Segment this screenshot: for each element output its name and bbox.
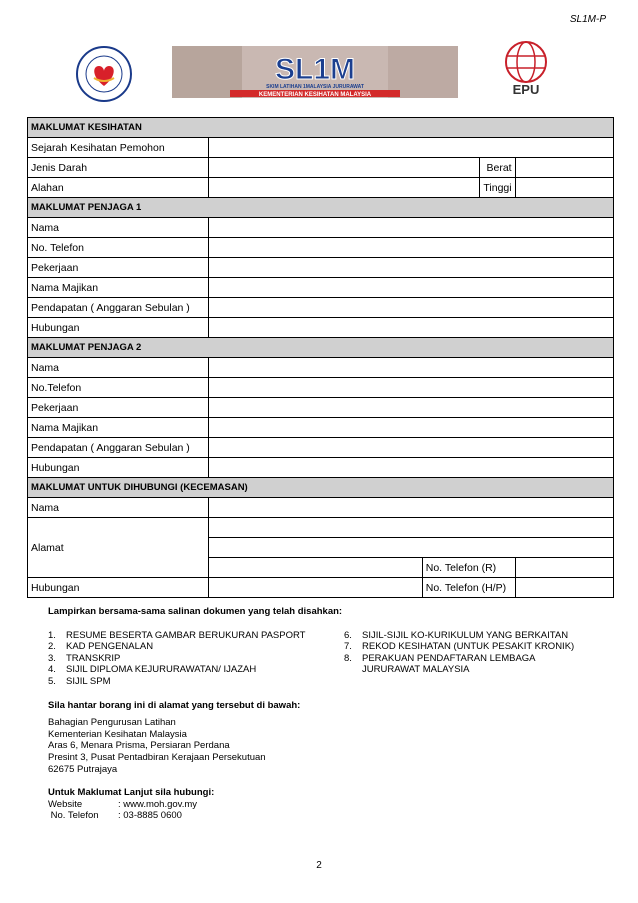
list-item xyxy=(48,630,344,642)
list-item-number: 5. xyxy=(48,675,56,687)
list-item-number: 4. xyxy=(48,664,56,676)
guardian1-phone-label: No. Telefon xyxy=(28,238,209,258)
website-label: Website xyxy=(48,798,83,810)
guardian2-relation-label: Hubungan xyxy=(28,458,209,478)
guardian1-relation-label: Hubungan xyxy=(28,318,209,338)
phone-row xyxy=(48,810,608,822)
contact-title: Untuk Maklumat Lanjut sila hubungi: xyxy=(48,787,215,799)
list-item-number xyxy=(344,664,362,676)
height-field[interactable] xyxy=(515,178,613,198)
guardian1-job-field[interactable] xyxy=(209,258,614,278)
guardian2-job-field[interactable] xyxy=(209,398,614,418)
guardian2-employer-field[interactable] xyxy=(209,418,614,438)
list-item-text: REKOD KESIHATAN (UNTUK PESAKIT KRONIK) xyxy=(362,641,575,653)
guardian1-phone-field[interactable] xyxy=(209,238,614,258)
list-item-text: KAD PENGENALAN xyxy=(66,641,154,653)
website-link[interactable]: : www.moh.gov.my xyxy=(118,798,198,810)
emergency-name-label: Nama xyxy=(28,498,209,518)
list-item-text: SIJIL-SIJIL KO-KURIKULUM YANG BERKAITAN xyxy=(362,629,569,641)
guardian2-employer-label: Nama Majikan xyxy=(28,418,209,438)
emergency-relation-field[interactable] xyxy=(209,578,423,598)
banner-subtitle-1: SKIM LATIHAN 1MALAYSIA JURURAWAT xyxy=(266,84,364,90)
list-item xyxy=(344,641,574,653)
list-item-number: 3. xyxy=(48,652,56,664)
emergency-phone-hp-field[interactable] xyxy=(515,578,613,598)
list-item-number: 7. xyxy=(344,641,352,653)
guardian1-employer-field[interactable] xyxy=(209,278,614,298)
weight-field[interactable] xyxy=(515,158,613,178)
list-item xyxy=(48,653,344,665)
guardian1-income-label: Pendapatan ( Anggaran Sebulan ) xyxy=(28,298,209,318)
list-item-text: TRANSKRIP xyxy=(66,652,121,664)
address-line: Aras 6, Menara Prisma, Persiaran Perdana xyxy=(48,740,230,752)
guardian2-phone-field[interactable] xyxy=(209,378,614,398)
guardian2-phone-label: No.Telefon xyxy=(28,378,209,398)
emergency-address-line-1[interactable] xyxy=(209,518,614,538)
list-item-number: 8. xyxy=(344,652,352,664)
list-item-number: 2. xyxy=(48,641,56,653)
guardian2-name-label: Nama xyxy=(28,358,209,378)
guardian2-income-label: Pendapatan ( Anggaran Sebulan ) xyxy=(28,438,209,458)
list-item xyxy=(48,641,344,653)
health-section-header: MAKLUMAT KESIHATAN xyxy=(28,118,614,138)
send-title: Sila hantar borang ini di alamat yang tersebut di bawah: xyxy=(48,699,301,711)
attachment-title: Lampirkan bersama-sama salinan dokumen yang telah disahkan: xyxy=(48,606,343,617)
list-item-number: 1. xyxy=(48,629,56,641)
list-item xyxy=(344,653,574,665)
weight-label: Berat xyxy=(480,158,515,178)
kami-sedia-membantu-logo xyxy=(68,44,140,104)
banner-title: SL1M xyxy=(274,53,356,86)
emergency-name-field[interactable] xyxy=(209,498,614,518)
list-item xyxy=(48,664,344,676)
phone-label: No. Telefon xyxy=(48,810,99,822)
document-list-right xyxy=(344,630,574,688)
guardian1-relation-field[interactable] xyxy=(209,318,614,338)
list-item-text: RESUME BESERTA GAMBAR BERUKURAN PASPORT xyxy=(66,629,306,641)
guardian2-income-field[interactable] xyxy=(209,438,614,458)
form-code: SL1M-P xyxy=(569,14,606,25)
emergency-phone-r-field[interactable] xyxy=(515,558,613,578)
instructions xyxy=(48,606,608,822)
guardian1-name-field[interactable] xyxy=(209,218,614,238)
list-item-number: 6. xyxy=(344,629,352,641)
guardian1-section-header: MAKLUMAT PENJAGA 1 xyxy=(28,198,614,218)
guardian2-job-label: Pekerjaan xyxy=(28,398,209,418)
emergency-phone-hp-label: No. Telefon (H/P) xyxy=(422,578,515,598)
address-line: Bahagian Pengurusan Latihan xyxy=(48,717,176,729)
guardian2-name-field[interactable] xyxy=(209,358,614,378)
website-row xyxy=(48,799,608,811)
height-label: Tinggi xyxy=(480,178,515,198)
health-history-field[interactable] xyxy=(209,138,614,158)
banner-subtitle-2: KEMENTERIAN KESIHATAN MALAYSIA xyxy=(258,92,372,98)
emergency-section-header: MAKLUMAT UNTUK DIHUBUNGI (KECEMASAN) xyxy=(28,478,614,498)
guardian1-income-field[interactable] xyxy=(209,298,614,318)
document-list-left xyxy=(48,630,344,688)
list-item-text: SIJIL SPM xyxy=(66,675,111,687)
page-number: 2 xyxy=(316,860,322,871)
list-item-text: JURURAWAT MALAYSIA xyxy=(362,664,470,676)
guardian1-employer-label: Nama Majikan xyxy=(28,278,209,298)
sl1m-banner xyxy=(172,46,458,98)
list-item-text: PERAKUAN PENDAFTARAN LEMBAGA xyxy=(362,652,536,664)
emergency-address-line-3[interactable] xyxy=(209,558,423,578)
allergy-label: Alahan xyxy=(28,178,209,198)
guardian2-relation-field[interactable] xyxy=(209,458,614,478)
document-list xyxy=(48,630,608,688)
address-line: 62675 Putrajaya xyxy=(48,763,118,775)
emergency-address-line-2[interactable] xyxy=(209,538,614,558)
application-form-table xyxy=(27,117,614,598)
guardian2-section-header: MAKLUMAT PENJAGA 2 xyxy=(28,338,614,358)
list-item xyxy=(344,664,574,676)
allergy-field[interactable] xyxy=(209,178,480,198)
epu-logo xyxy=(494,38,558,104)
phone-value: : 03-8885 0600 xyxy=(118,810,182,822)
address-line: Kementerian Kesihatan Malaysia xyxy=(48,728,187,740)
list-item-text: SIJIL DIPLOMA KEJURURAWATAN/ IJAZAH xyxy=(66,664,257,676)
emergency-relation-label: Hubungan xyxy=(28,578,209,598)
guardian1-name-label: Nama xyxy=(28,218,209,238)
list-item xyxy=(344,630,574,642)
health-history-label: Sejarah Kesihatan Pemohon xyxy=(28,138,209,158)
list-item xyxy=(48,676,344,688)
address-line: Presint 3, Pusat Pentadbiran Kerajaan Persekutuan xyxy=(48,751,266,763)
emergency-address-label: Alamat xyxy=(28,518,209,578)
epu-logo-text: EPU xyxy=(512,82,540,97)
postal-address xyxy=(48,717,608,775)
emergency-phone-r-label: No. Telefon (R) xyxy=(422,558,515,578)
blood-type-field[interactable] xyxy=(209,158,480,178)
guardian1-job-label: Pekerjaan xyxy=(28,258,209,278)
blood-type-label: Jenis Darah xyxy=(28,158,209,178)
